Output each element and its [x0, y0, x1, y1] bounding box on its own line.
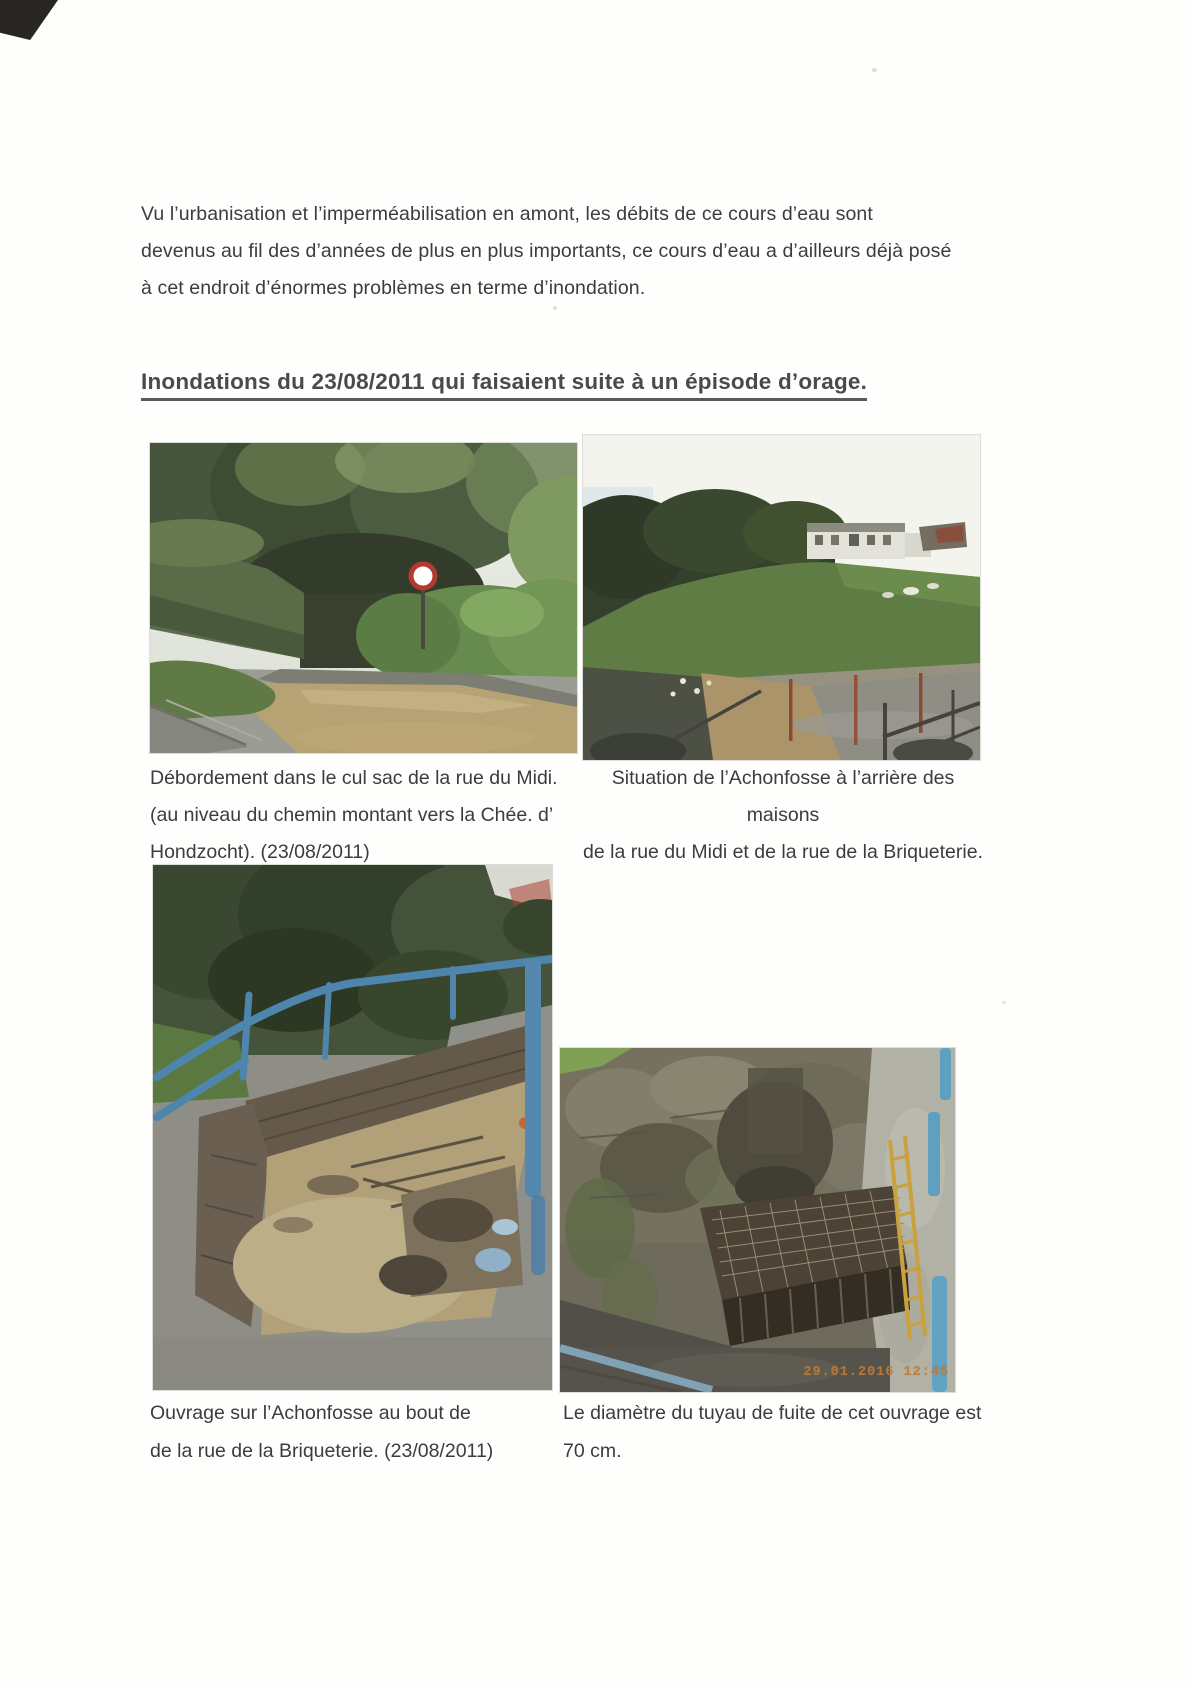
caption-line: (au niveau du chemin montant vers la Chée. d’ [150, 804, 554, 826]
caption-flooded-road [150, 760, 590, 871]
photo-basin-works [153, 865, 552, 1390]
caption-line: de la rue du Midi et de la rue de la Briqueterie. [583, 841, 983, 863]
caption-line: Hondzocht). (23/08/2011) [150, 841, 370, 863]
photo-flooded-road [150, 443, 577, 753]
caption-outlet-pipe [563, 1394, 993, 1470]
outlet-structure-illustration [560, 1048, 955, 1392]
scan-speck [1002, 1001, 1006, 1004]
camera-timestamp: 29.01.2016 12:45 [803, 1365, 949, 1380]
intro-line: Vu l’urbanisation et l’imperméabilisation en amont, les débits de ce cours d’eau sont [141, 203, 873, 225]
caption-line: Débordement dans le cul sac de la rue du Midi. [150, 767, 558, 789]
photo-field-flood [583, 435, 980, 760]
caption-line: 70 cm. [563, 1440, 622, 1462]
scan-corner-artifact [0, 0, 58, 40]
caption-line: Le diamètre du tuyau de fuite de cet ouvrage est [563, 1402, 982, 1424]
caption-basin-works [150, 1394, 590, 1470]
caption-line: Situation de l’Achonfosse à l’arrière des maisons [611, 767, 955, 826]
section-heading: Inondations du 23/08/2011 qui faisaient suite à un épisode d’orage. [141, 369, 867, 401]
caption-line: Ouvrage sur l’Achonfosse au bout de [150, 1402, 471, 1424]
caption-line: de la rue de la Briqueterie. (23/08/2011) [150, 1440, 494, 1462]
basin-works-illustration [153, 865, 552, 1390]
field-flood-illustration [583, 435, 980, 760]
flooded-road-illustration [150, 443, 577, 753]
photo-outlet-structure [560, 1048, 955, 1392]
caption-field-flood [583, 760, 983, 871]
intro-line: à cet endroit d’énormes problèmes en terme d’inondation. [141, 277, 646, 299]
intro-line: devenus au fil des d’années de plus en plus importants, ce cours d’eau a d’ailleurs déjà posé [141, 240, 952, 262]
intro-paragraph [141, 196, 971, 307]
scan-speck [872, 68, 877, 72]
